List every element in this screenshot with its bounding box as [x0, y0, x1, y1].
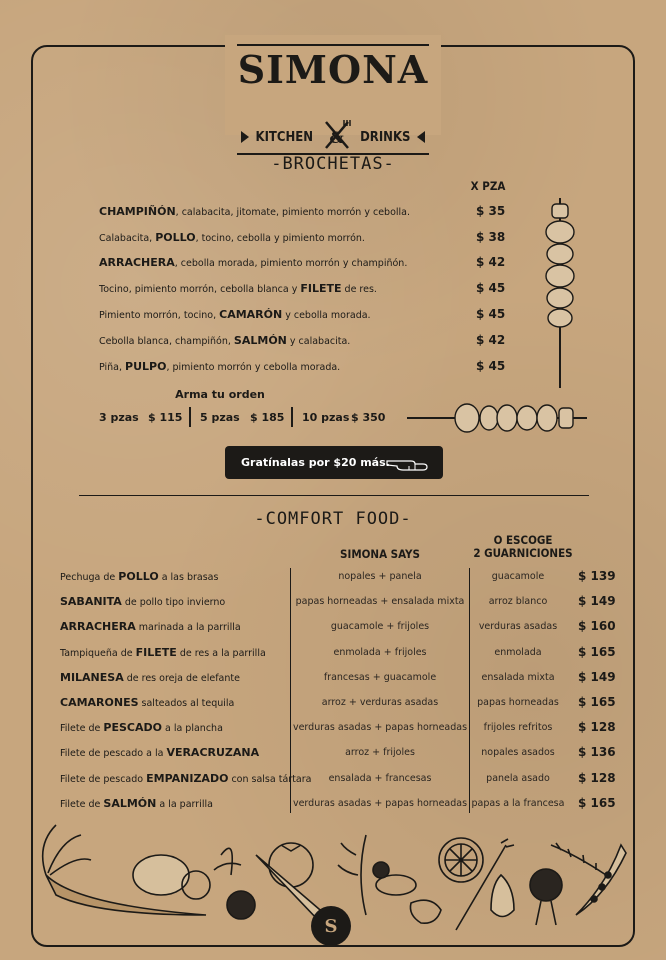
brocheta-item [99, 334, 350, 347]
item-price: $ 42 [476, 333, 506, 347]
guarnicion-option: papas horneadas [477, 697, 559, 708]
gratinar-banner [225, 446, 443, 479]
item-text: Filete de pescado [60, 773, 147, 785]
comfort-item-price: $ 149 [578, 594, 616, 609]
item-text: marinada a la parrilla [135, 622, 241, 634]
comfort-item-price: $ 165 [578, 695, 616, 709]
vertical-skewer-icon [535, 190, 585, 390]
tagline-drinks: DRINKS [360, 129, 411, 145]
col-guarniciones-line1: O ESCOGE [493, 533, 553, 547]
simona-says-side: verduras asadas + papas horneadas [292, 797, 468, 809]
comfort-item-price: $ 139 [578, 569, 616, 583]
item-price: $ 45 [476, 307, 506, 321]
horizontal-skewer-icon [405, 398, 590, 438]
ribbon-left-icon [241, 131, 249, 143]
brocheta-item [99, 205, 410, 218]
item-text: Cebolla blanca, champiñón, [99, 336, 234, 347]
combo-qty: 5 pzas [200, 411, 240, 424]
brocheta-item [99, 256, 407, 269]
item-price: $ 42 [476, 255, 506, 269]
item-text: de res. [341, 284, 377, 295]
item-text: Filete de [60, 798, 104, 810]
item-text: salteados al tequila [138, 698, 235, 709]
combo-price: $ 115 [148, 411, 183, 424]
item-price: $ 45 [476, 281, 506, 295]
simona-says-side: nopales + panela [338, 571, 422, 582]
footer-badge [311, 906, 351, 946]
fork-knife-icon [320, 128, 354, 147]
brand-tagline [241, 128, 425, 146]
combo-qty: 3 pzas [99, 411, 139, 424]
combo-qty: 10 pzas [302, 411, 350, 424]
item-price: $ 45 [476, 359, 506, 373]
comfort-item-name [60, 620, 241, 633]
simona-says-side: verduras asadas + papas horneadas [292, 722, 468, 734]
item-text: , pimiento morrón y cebolla morada. [166, 362, 341, 373]
comfort-food-title: -COMFORT FOOD- [254, 509, 412, 529]
simona-says-side: arroz + verduras asadas [321, 697, 439, 708]
item-text: con salsa tártara [228, 773, 312, 785]
guarnicion-option: nopales asados [481, 747, 555, 759]
item-price: $ 35 [476, 204, 506, 218]
simona-says-side: francesas + guacamole [323, 671, 437, 683]
comfort-item-price: $ 136 [578, 745, 616, 760]
combo-divider [189, 407, 191, 427]
comfort-item-name [60, 721, 223, 734]
item-highlight: PULPO [125, 360, 167, 373]
item-text: Pimiento morrón, tocino, [99, 310, 220, 321]
brochetas-col-xpza: X PZA [470, 179, 506, 193]
item-highlight: FILETE [300, 282, 342, 295]
col-guarniciones [470, 534, 576, 560]
guarnicion-option: verduras asadas [478, 621, 558, 633]
item-text: y calabacita. [286, 336, 351, 347]
item-text: Filete de [60, 723, 104, 735]
item-text: a las brasas [158, 572, 219, 583]
guarnicion-option: papas a la francesa [471, 797, 565, 809]
guarnicion-option: ensalada mixta [481, 671, 555, 683]
comfort-item-name [60, 570, 218, 583]
tagline-amp: & [329, 127, 344, 147]
section-divider [79, 495, 589, 496]
combo-price: $ 185 [250, 411, 285, 424]
item-text: , tocino, cebolla y pimiento morrón. [195, 233, 365, 244]
item-text: de pollo tipo invierno [121, 597, 226, 609]
item-highlight: VERACRUZANA [166, 746, 260, 760]
guarnicion-option: enmolada [494, 646, 542, 658]
pointing-hand-icon [385, 453, 429, 473]
comfort-item-name [60, 746, 259, 759]
item-text: Calabacita, [99, 233, 156, 244]
item-highlight: CAMARONES [60, 696, 139, 709]
comfort-item-price: $ 128 [578, 770, 616, 785]
comfort-item-price: $ 160 [578, 619, 616, 634]
combo-price: $ 350 [351, 411, 386, 424]
brocheta-item [99, 282, 377, 295]
simona-says-side: enmolada + frijoles [333, 646, 427, 658]
item-text: Tampiqueña de [60, 647, 136, 659]
item-highlight: POLLO [155, 231, 196, 244]
item-text: , calabacita, jitomate, pimiento morrón y cebolla. [175, 207, 411, 218]
comfort-item-name [60, 797, 213, 810]
logo-top-rule [237, 44, 429, 46]
comfort-item-name [60, 671, 240, 684]
brand-name: SIMONA [237, 47, 429, 92]
comfort-item-price: $ 128 [578, 720, 616, 735]
col-guarniciones-line2: 2 GUARNICIONES [473, 546, 573, 560]
comfort-item-price: $ 165 [578, 795, 616, 810]
item-text: Pechuga de [60, 572, 119, 583]
comfort-item-name [60, 696, 234, 709]
guarnicion-option: panela asado [486, 772, 550, 784]
item-highlight: SABANITA [60, 595, 122, 609]
item-highlight: PESCADO [103, 721, 162, 735]
simona-says-side: guacamole + frijoles [330, 621, 430, 633]
item-highlight: CAMARÓN [219, 308, 283, 321]
comfort-item-price: $ 165 [578, 644, 616, 659]
guarnicion-option: arroz blanco [488, 596, 548, 608]
simona-says-side: ensalada + francesas [328, 772, 432, 784]
item-highlight: FILETE [135, 645, 177, 659]
item-text: de res oreja de elefante [123, 672, 240, 684]
item-highlight: CHAMPIÑÓN [99, 205, 176, 218]
item-text: a la plancha [161, 723, 223, 735]
simona-says-side: papas horneadas + ensalada mixta [295, 596, 465, 608]
brocheta-item [99, 360, 340, 373]
item-text: de res a la parrilla [176, 647, 266, 659]
brand-logo [225, 35, 441, 147]
simona-says-side: arroz + frijoles [345, 747, 415, 759]
footer-badge-letter: S [324, 915, 338, 937]
comfort-item-name [60, 646, 266, 659]
brochetas-title: -BROCHETAS- [271, 154, 395, 174]
item-text: a la parrilla [156, 798, 213, 810]
item-text: Filete de pescado a la [60, 748, 167, 760]
comfort-item-name [60, 595, 225, 608]
item-text: Tocino, pimiento morrón, cebolla blanca y [99, 284, 301, 295]
guarnicion-option: guacamole [491, 571, 545, 582]
col-simona-says: SIMONA SAYS [340, 547, 420, 561]
item-highlight: POLLO [118, 570, 159, 583]
item-price: $ 38 [476, 230, 506, 244]
brocheta-item [99, 308, 371, 321]
banner-text: Gratínalas por $20 más. [241, 456, 390, 469]
item-text: y cebolla morada. [282, 310, 371, 321]
item-highlight: ARRACHERA [60, 620, 136, 634]
brocheta-item [99, 231, 365, 244]
item-highlight: SALMÓN [233, 334, 287, 347]
arma-tu-orden-label: Arma tu orden [175, 388, 265, 401]
guarnicion-option: frijoles refritos [483, 722, 553, 734]
combo-divider [291, 407, 293, 427]
menu-frame [31, 45, 635, 947]
item-highlight: SALMÓN [103, 796, 157, 810]
comfort-item-price: $ 149 [578, 669, 616, 684]
comfort-item-name [60, 772, 311, 785]
item-highlight: EMPANIZADO [146, 771, 229, 785]
tagline-kitchen: KITCHEN [255, 129, 314, 145]
item-text: Piña, [99, 362, 126, 373]
item-highlight: ARRACHERA [99, 256, 175, 269]
ribbon-right-icon [417, 131, 425, 143]
item-highlight: MILANESA [60, 670, 124, 684]
item-text: , cebolla morada, pimiento morrón y champiñón. [174, 258, 408, 269]
